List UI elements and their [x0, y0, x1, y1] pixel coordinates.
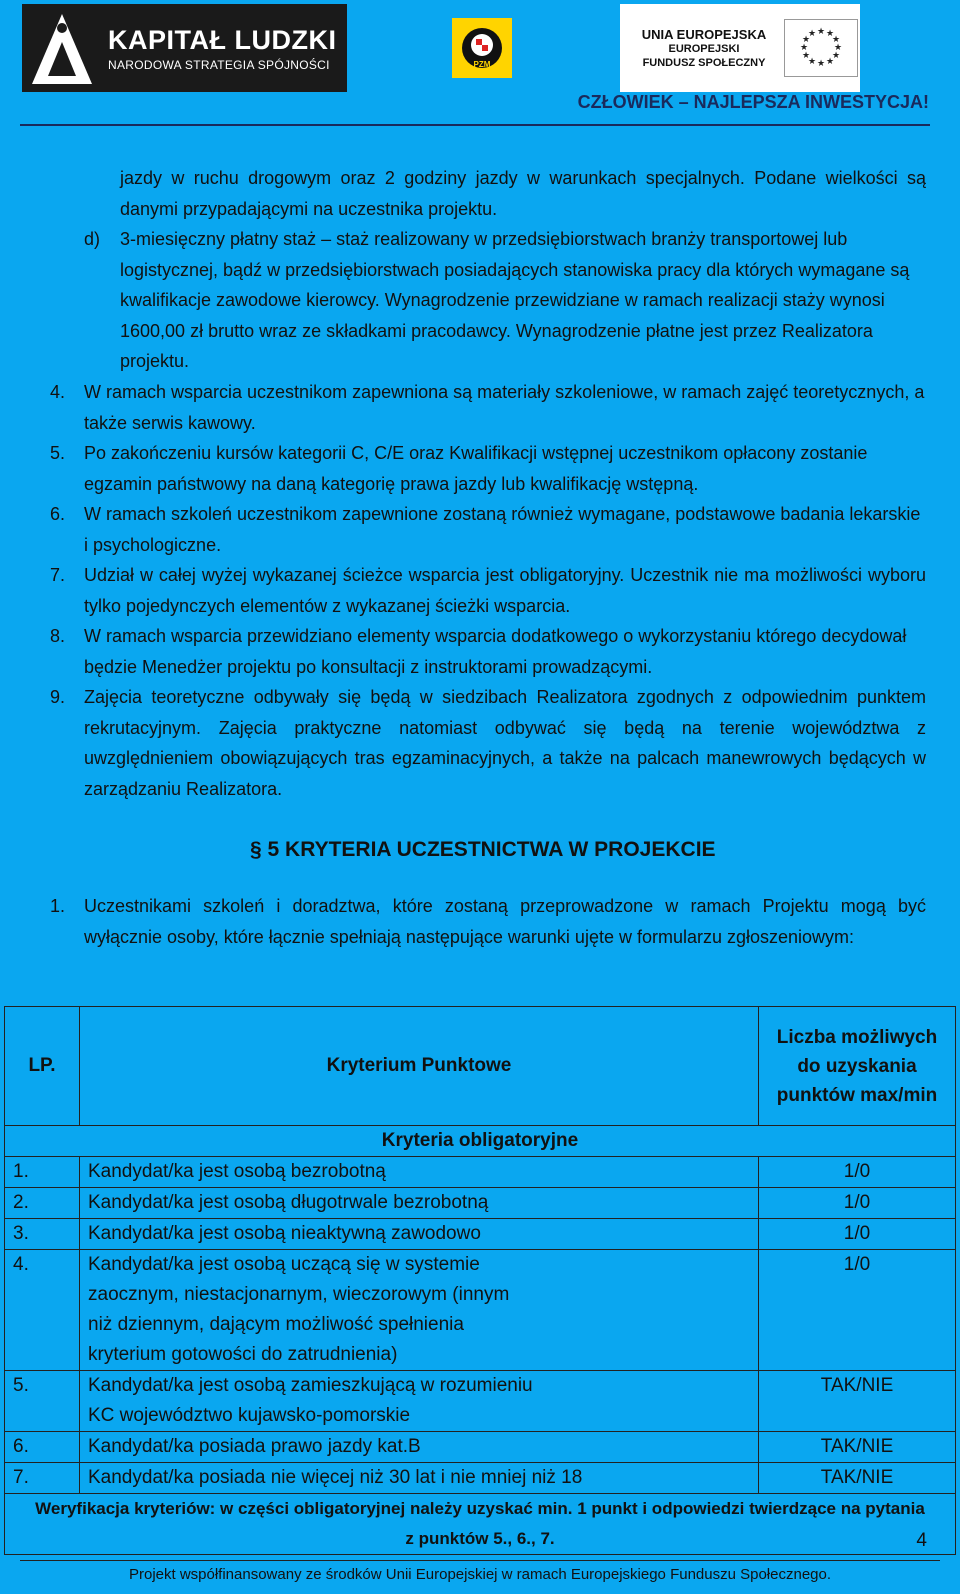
- header-points: Liczba możliwych do uzyskania punktów max/min: [759, 1007, 956, 1126]
- eu-line-2: FUNDUSZ SPOŁECZNY: [642, 56, 766, 69]
- pzm-emblem-icon: [457, 23, 507, 73]
- item-4-num: 4.: [50, 382, 66, 402]
- svg-text:★: ★: [799, 43, 809, 53]
- svg-text:★: ★: [816, 59, 826, 69]
- table-verify-row: [5, 1494, 956, 1555]
- criteria-table: [4, 1006, 956, 1555]
- row-lp: 1.: [5, 1157, 80, 1188]
- svg-text:★: ★: [825, 29, 835, 39]
- footer-text: Projekt współfinansowany ze środków Unii Europejskiej w ramach Europejskiego Funduszu Społecznego.: [128, 1566, 832, 1583]
- row-lp: 6.: [5, 1432, 80, 1463]
- s5-item-num: 1.: [50, 896, 66, 916]
- item-8-num: 8.: [50, 626, 66, 646]
- row-criterion: Kandydat/ka jest osobą uczącą się w systemie zaocznym, niestacjonarnym, wieczorowym (innym niż dziennym, dającym możliwość spełnienia kryterium gotowości do zatrudnienia): [80, 1250, 759, 1371]
- svg-text:★: ★: [807, 29, 817, 39]
- row-lp: 2.: [5, 1188, 80, 1219]
- item-d-text: 3-miesięczny płatny staż – staż realizowany w przedsiębiorstwach branży transportowej lub logistycznej, bądź w przedsiębiorstwach posiadających stanowiska pracy dla których wymagane są kwalifikacje zawodowe kierowcy. Wynagrodzenie przewidziane w ramach realizacji staży wynosi 1600,00 zł brutto wraz ze składkami pracodawcy. Wynagrodzenie płatne jest przez Realizatora projektu.: [120, 229, 910, 371]
- s5-item-text: Uczestnikami szkoleń i doradztwa, które zostaną przeprowadzone w ramach Projektu mogą być wyłącznie osoby, które łącznie spełniają następujące warunki ujęte w formularzu zgłoszeniowym:: [84, 896, 926, 947]
- table-row: [5, 1157, 956, 1188]
- verification-note: Weryfikacja kryteriów: w części obligatoryjnej należy uzyskać min. 1 punkt i odpowiedzi twierdzące na pytania z punktów 5., 6., 7.: [5, 1494, 956, 1555]
- svg-text:★: ★: [831, 35, 841, 45]
- row-points: 1/0: [759, 1188, 956, 1219]
- item-9-text: Zajęcia teoretyczne odbywały się będą w siedzibach Realizatora zgodnych z odpowiednim punktem rekrutacyjnym. Zajęcia praktyczne natomiast odbywać się będą na terenie województwa z uwzględnieniem obowiązujących tras egzaminacyjnych, a także na palcach manewrowych będących w zarządzaniu Realizatora.: [84, 687, 926, 799]
- row-points: 1/0: [759, 1219, 956, 1250]
- svg-text:★: ★: [833, 43, 843, 53]
- row-criterion: Kandydat/ka posiada prawo jazdy kat.B: [80, 1432, 759, 1463]
- motto: CZŁOWIEK – NAJLEPSZA INWESTYCJA!: [577, 92, 929, 112]
- header-lp: LP.: [5, 1007, 80, 1126]
- item-6-num: 6.: [50, 504, 66, 524]
- item-7-num: 7.: [50, 565, 66, 585]
- table-header-row: [5, 1007, 956, 1126]
- row-points: 1/0: [759, 1157, 956, 1188]
- row-criterion: Kandydat/ka jest osobą zamieszkującą w rozumieniu KC województwo kujawsko-pomorskie: [80, 1371, 759, 1432]
- table-row: [5, 1432, 956, 1463]
- kl-title: KAPITAŁ LUDZKI: [108, 24, 337, 55]
- eu-title: UNIA EUROPEJSKA: [641, 26, 767, 42]
- row-lp: 4.: [5, 1250, 80, 1371]
- eu-flag-icon: [784, 19, 858, 77]
- paragraph-continuation: jazdy w ruchu drogowym oraz 2 godziny jazdy w warunkach specjalnych. Podane wielkości są danymi przypadającymi na uczestnika projektu.: [120, 168, 926, 219]
- kapital-ludzki-logo: [22, 4, 347, 92]
- row-points: 1/0: [759, 1250, 956, 1371]
- table-row: [5, 1371, 956, 1432]
- row-criterion: Kandydat/ka jest osobą długotrwale bezrobotną: [80, 1188, 759, 1219]
- header-divider: [20, 124, 930, 126]
- table-group-row: [5, 1126, 956, 1157]
- footer-divider: [20, 1560, 940, 1561]
- svg-text:★: ★: [816, 27, 826, 37]
- item-5-text: Po zakończeniu kursów kategorii C, C/E oraz Kwalifikacji wstępnej uczestnikom opłacony zostanie egzamin państwowy na daną kategorię prawa jazdy lub kwalifikację wstępną.: [84, 443, 868, 494]
- table-row: [5, 1219, 956, 1250]
- svg-text:★: ★: [807, 57, 817, 67]
- row-points: TAK/NIE: [759, 1432, 956, 1463]
- item-9-num: 9.: [50, 687, 66, 707]
- row-criterion: Kandydat/ka posiada nie więcej niż 30 lat i nie mniej niż 18: [80, 1463, 759, 1494]
- item-8-text: W ramach wsparcia przewidziano elementy wsparcia dodatkowego o wykorzystaniu którego decydował będzie Menedżer projektu po konsultacji z instruktorami prowadzącymi.: [84, 626, 907, 677]
- item-6-text: W ramach szkoleń uczestnikom zapewnione zostaną również wymagane, podstawowe badania lekarskie i psychologiczne.: [84, 504, 921, 555]
- row-lp: 3.: [5, 1219, 80, 1250]
- header-criterion: Kryterium Punktowe: [80, 1007, 759, 1126]
- row-points: TAK/NIE: [759, 1463, 956, 1494]
- eu-logo: [620, 4, 860, 92]
- eu-line-1: EUROPEJSKI: [668, 42, 740, 55]
- row-lp: 7.: [5, 1463, 80, 1494]
- table-row: [5, 1188, 956, 1219]
- svg-text:★: ★: [801, 35, 811, 45]
- row-criterion: Kandydat/ka jest osobą nieaktywną zawodowo: [80, 1219, 759, 1250]
- table-row: [5, 1463, 956, 1494]
- item-5-num: 5.: [50, 443, 66, 463]
- row-points: TAK/NIE: [759, 1371, 956, 1432]
- kl-subtitle: NARODOWA STRATEGIA SPÓJNOŚCI: [108, 57, 330, 72]
- section-heading: § 5 KRYTERIA UCZESTNICTWA W PROJEKCIE: [250, 838, 716, 861]
- svg-text:★: ★: [801, 51, 811, 61]
- pzm-label: PZM: [473, 60, 491, 69]
- item-4-text: W ramach wsparcia uczestnikom zapewniona są materiały szkoleniowe, w ramach zajęć teoretycznych, a także serwis kawowy.: [84, 382, 925, 433]
- page-header: [0, 0, 960, 130]
- row-criterion: Kandydat/ka jest osobą bezrobotną: [80, 1157, 759, 1188]
- group-label: Kryteria obligatoryjne: [5, 1126, 956, 1157]
- svg-text:★: ★: [831, 51, 841, 61]
- svg-text:★: ★: [825, 57, 835, 67]
- row-lp: 5.: [5, 1371, 80, 1432]
- pzm-logo: [452, 18, 512, 78]
- kl-emblem-icon: [22, 4, 102, 92]
- table-row: [5, 1250, 956, 1371]
- item-d-label: d): [84, 229, 101, 249]
- item-7-text: Udział w całej wyżej wykazanej ścieżce wsparcia jest obligatoryjny. Uczestnik nie ma możliwości wyboru tylko pojedynczych elementów z wykazanej ścieżki wsparcia.: [84, 565, 926, 616]
- page-number: 4: [916, 1530, 927, 1551]
